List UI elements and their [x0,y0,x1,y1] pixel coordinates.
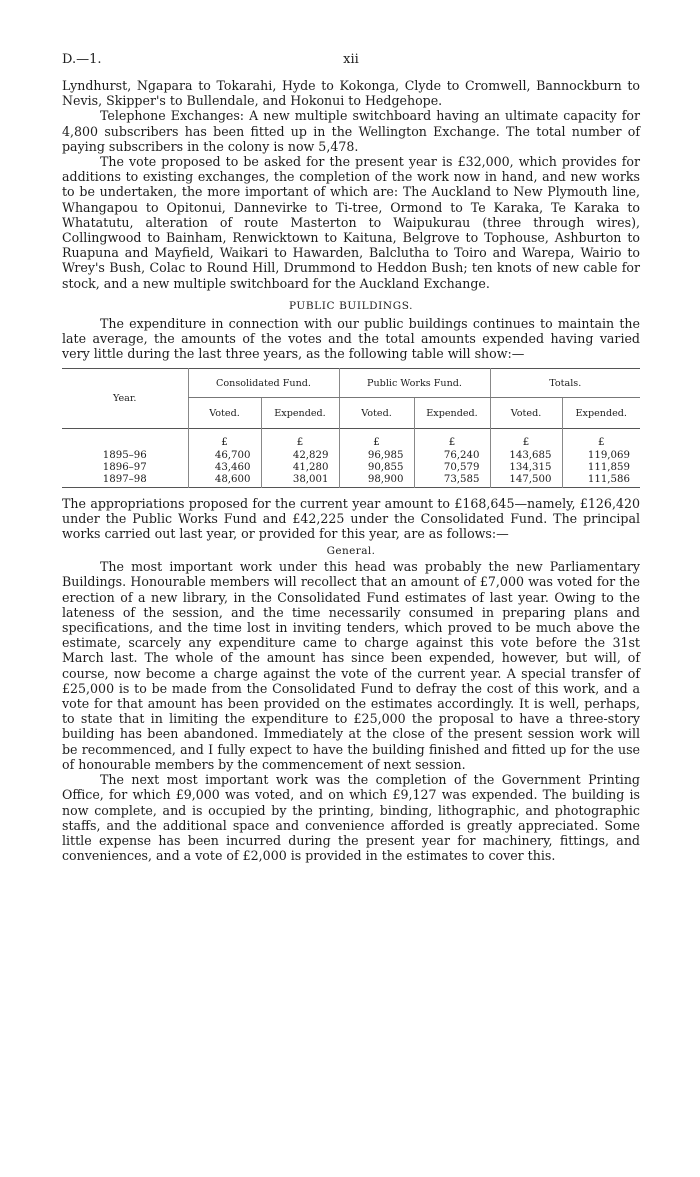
value-cell: 96,985 [339,450,414,462]
section-heading: PUBLIC BUILDINGS. [288,299,414,312]
year-cell: 1895–96 [102,449,147,461]
value-cell: 98,900 [339,474,414,487]
table-row [62,474,640,487]
paragraph: Lyndhurst, Ngapara to Tokarahi, Hyde to Kokonga, Clyde to Cromwell, Bannockburn to Nevis, Skipper's to Bullendale, and Hokonui to Hedgehope. [62,78,640,109]
value-cell: 111,859 [562,462,640,474]
group-header: Totals. [490,369,640,398]
table-row [62,462,640,474]
value-cell: 46,700 [188,450,261,462]
value-cell: 134,315 [490,462,562,474]
value-cell: 119,069 [562,450,640,462]
value-cell: 147,500 [490,474,562,487]
sub-header: Voted. [339,398,414,429]
value-cell: 38,001 [261,474,339,487]
sub-header: Voted. [188,398,261,429]
paragraph: The next most important work was the completion of the Government Printing Office, for which £9,000 was voted, and on which £9,127 was expended. The building is now complete, and is occupied by the printing, binding, lithographic, and photographic staffs, and the additional space and convenience afforded is greatly appreciated. Some little expense has been incurred during the present year for machinery, fittings, and conveniences, and a vote of £2,000 is provided in the estimates to cover this. [62,772,640,864]
value-cell: 90,855 [339,462,414,474]
currency-symbol: £ [188,437,261,449]
document-reference: D.—1. [62,52,102,67]
sub-header: Voted. [490,398,562,429]
page-number: xii [343,52,359,67]
year-cell: 1896–97 [102,462,147,474]
value-cell: 41,280 [261,462,339,474]
value-cell: 73,585 [414,474,490,487]
value-cell: 43,460 [188,462,261,474]
currency-symbol: £ [414,437,490,449]
value-cell: 111,586 [562,474,640,487]
group-header: Consolidated Fund. [188,369,339,398]
value-cell: 143,685 [490,450,562,462]
paragraph: Telephone Exchanges: A new multiple switchboard having an ultimate capacity for 4,800 subscribers has been fitted up in the Wellington Exchange. The total number of paying subscribers in the colony is now 5,478. [62,108,640,154]
group-header: Public Works Fund. [339,369,490,398]
value-cell: 76,240 [414,450,490,462]
page-header [62,52,640,78]
subheading: General. [326,545,376,558]
table-row [62,450,640,462]
paragraph: The most important work under this head was probably the new Parliamentary Buildings. Honourable members will recollect that an amount of £7,000 was voted for the erection of a new library, in the Consolidated Fund estimates of last year. Owing to the lateness of the session, and the time necessarily consumed in preparing plans and specifications, and the time lost in inviting tenders, which proved to be much above the estimate, scarcely any expenditure came to charge against this vote before the 31st March last. The whole of the amount has since been expended, however, but will, of course, now become a charge against the vote of the current year. A special transfer of £25,000 is to be made from the Consolidated Fund to defray the cost of this work, and a vote for that amount has been provided on the estimates accordingly. It is well, perhaps, to state that in limiting the expenditure to £25,000 the proposal to have a three-story building has been abandoned. Immediately at the close of the present session work will be recommenced, and I fully expect to have the building finished and fitted up for the use of honourable members by the commencement of next session. [62,559,640,772]
document-page [62,52,640,863]
currency-symbol: £ [490,437,562,449]
currency-symbol: £ [562,437,640,449]
paragraph: The vote proposed to be asked for the present year is £32,000, which provides for additions to existing exchanges, the completion of the work now in hand, and new works to be undertaken, the more important of which are: The Auckland to New Plymouth line, Whangapou to Opitonui, Dannevirke to Ti-tree, Ormond to Te Karaka, Te Karaka to Whatatutu, alteration of route Masterton to Waipukurau (three through wires), Collingwood to Bainham, Renwicktown to Kaituna, Belgrove to Tophouse, Ashburton to Ruapuna and Mayfield, Waikari to Hawarden, Balclutha to Toiro and Warepa, Wairio to Wrey's Bush, Colac to Round Hill, Drummond to Heddon Bush; ten knots of new cable for stock, and a new multiple switchboard for the Auckland Exchange. [62,154,640,291]
year-cell: 1897–98 [102,474,147,486]
paragraph: The expenditure in connection with our public buildings continues to maintain the late average, the amounts of the votes and the total amounts expended having varied very little during the last three years, as the following table will show:— [62,315,640,362]
sub-header: Expended. [261,398,339,429]
expenditure-table [62,368,640,487]
sub-header: Expended. [562,398,640,429]
value-cell: 42,829 [261,450,339,462]
paragraph: The appropriations proposed for the current year amount to £168,645—namely, £126,420 under the Public Works Fund and £42,225 under the Consolidated Fund. The principal works carried out last year, or provided for this year, are as follows:— [62,495,640,542]
year-header: Year. [113,393,137,405]
sub-header: Expended. [414,398,490,429]
currency-symbol: £ [339,437,414,449]
value-cell: 48,600 [188,474,261,487]
value-cell: 70,579 [414,462,490,474]
currency-symbol: £ [261,437,339,449]
